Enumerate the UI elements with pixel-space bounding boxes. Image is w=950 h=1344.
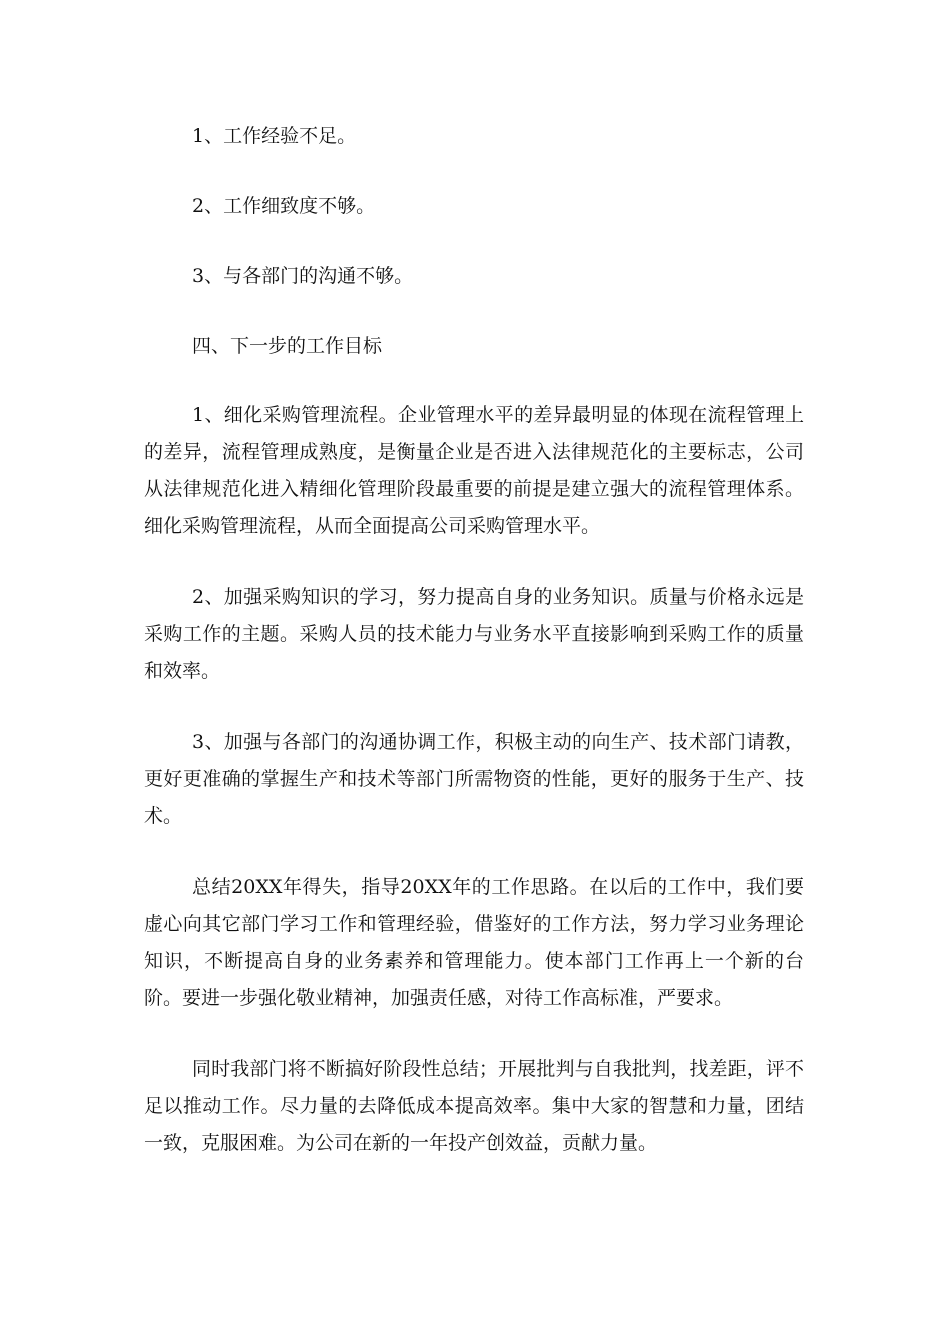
item-communication: 3、与各部门的沟通不够。 (192, 265, 414, 287)
goal-paragraph-2: 2、加强采购知识的学习，努力提高自身的业务知识。质量与价格永远是采购工作的主题。采购人员的技术能力与业务水平直接影响到采购工作的质量和效率。 (144, 586, 804, 682)
document-page (144, 118, 804, 1196)
conclusion-paragraph-1: 总结20XX年得失，指导20XX年的工作思路。在以后的工作中，我们要虚心向其它部门学习工作和管理经验，借鉴好的工作方法，努力学习业务理论知识，不断提高自身的业务素养和管理能力。使本部门工作再上一个新的台阶。要进一步强化敬业精神，加强责任感，对待工作高标准，严要求。 (144, 876, 804, 1009)
goal-paragraph-3: 3、加强与各部门的沟通协调工作，积极主动的向生产、技术部门请教，更好更准确的掌握生产和技术等部门所需物资的性能，更好的服务于生产、技术。 (144, 731, 804, 827)
section-heading-next-goals: 四、下一步的工作目标 (192, 335, 383, 357)
item-work-experience: 1、工作经验不足。 (192, 125, 357, 147)
item-work-detail: 2、工作细致度不够。 (192, 195, 376, 217)
conclusion-paragraph-2: 同时我部门将不断搞好阶段性总结；开展批判与自我批判，找差距，评不足以推动工作。尽力量的去降低成本提高效率。集中大家的智慧和力量，团结一致，克服困难。为公司在新的一年投产创效益，贡献力量。 (144, 1058, 804, 1154)
goal-paragraph-1: 1、细化采购管理流程。企业管理水平的差异最明显的体现在流程管理上的差异，流程管理成熟度，是衡量企业是否进入法律规范化的主要标志，公司从法律规范化进入精细化管理阶段最重要的前提是建立强大的流程管理体系。细化采购管理流程，从而全面提高公司采购管理水平。 (144, 404, 804, 537)
